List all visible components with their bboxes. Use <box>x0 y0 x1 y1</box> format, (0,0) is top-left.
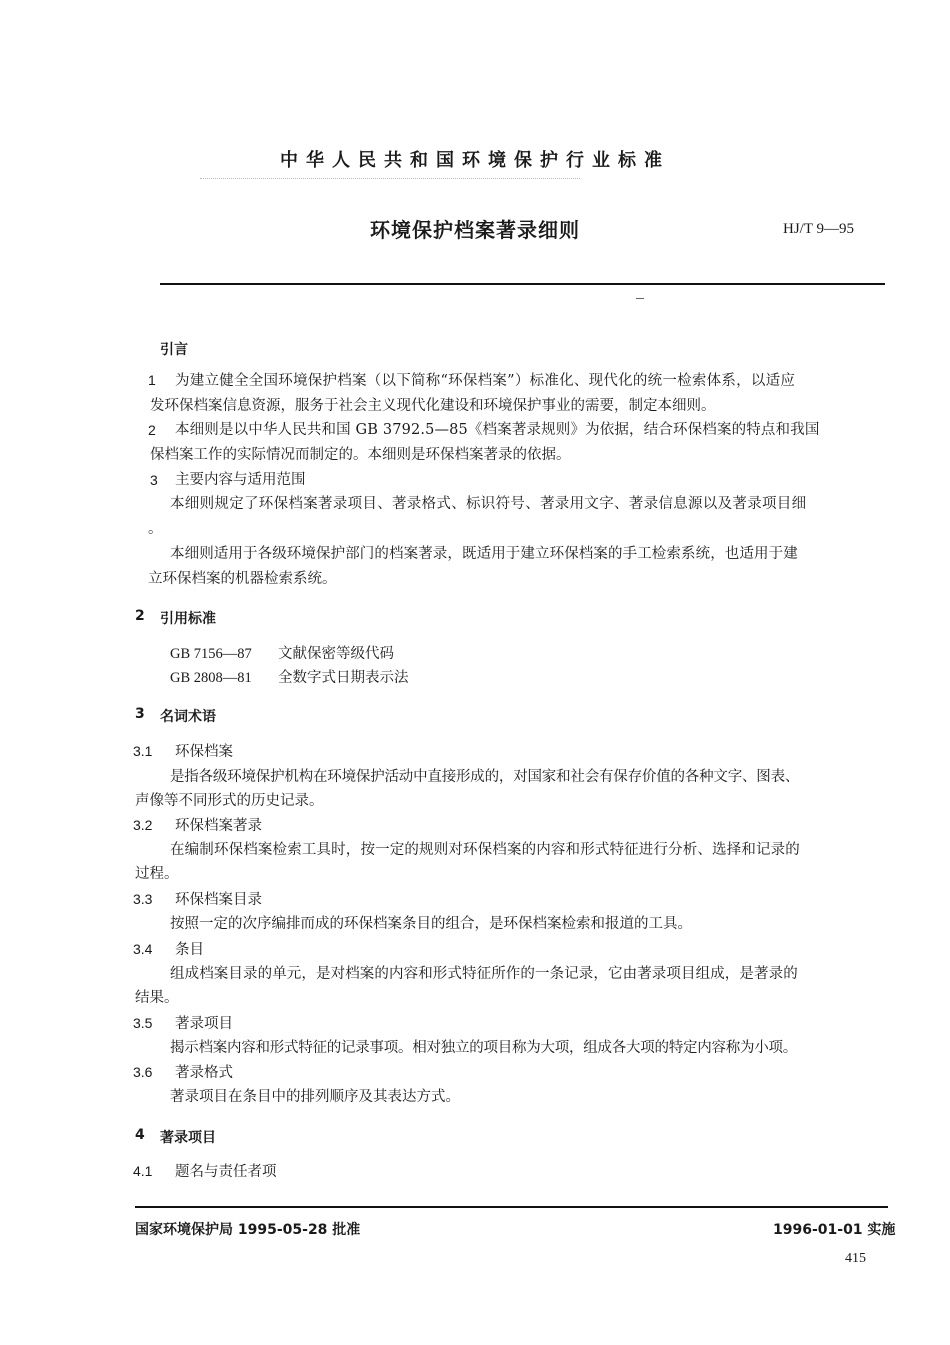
intro-p1-line1: 为建立健全全国环境保护档案（以下简称“环保档案”）标准化、现代化的统一检索体系，以适应 <box>175 373 796 389</box>
intro-heading: 引言 <box>160 342 188 358</box>
sec1-p1-line1: 本细则规定了环保档案著录项目、著录格式、标识符号、著录用文字、著录信息源以及著录项目细 <box>170 496 807 512</box>
effective-date: 1996-01-01 实施 <box>773 1222 896 1238</box>
term-def-line1: 组成档案目录的单元，是对档案的内容和形式特征所作的一条记录，它由著录项目组成，是著录的 <box>170 966 798 982</box>
term-number: 3.6 <box>133 1064 153 1080</box>
term-def-line2: 声像等不同形式的历史记录。 <box>135 793 324 809</box>
intro-p2-line2: 保档案工作的实际情况而制定的。本细则是环保档案著录的依据。 <box>150 447 571 463</box>
term-name: 环保档案 <box>175 744 233 760</box>
intro-p2-line1: 本细则是以中华人民共和国 GB 3792.5—85《档案著录规则》为依据，结合环保档案的特点和我国 <box>175 422 820 438</box>
national-standard-heading: 中华人民共和国环境保护行业标准 <box>280 150 670 171</box>
term-number: 3.4 <box>133 941 153 957</box>
page-number: 415 <box>845 1251 866 1266</box>
term-def-line1: 著录项目在条目中的排列顺序及其表达方式。 <box>170 1089 460 1105</box>
term-number: 3.5 <box>133 1015 153 1031</box>
term-number: 3.1 <box>133 743 153 759</box>
term-name: 著录项目 <box>175 1016 233 1032</box>
intro-p1-line2: 发环保档案信息资源，服务于社会主义现代化建设和环境保护事业的需要，制定本细则。 <box>150 398 716 414</box>
section-heading: 名词术语 <box>160 709 216 725</box>
header-rule <box>160 283 885 285</box>
intro-item-number: 1 <box>148 372 156 388</box>
ref-code: GB 2808—81 <box>170 670 252 686</box>
term-def-line1: 揭示档案内容和形式特征的记录事项。相对独立的项目称为大项，组成各大项的特定内容称为小项。 <box>170 1040 797 1056</box>
sec1-p2-line2: 立环保档案的机器检索系统。 <box>148 571 337 587</box>
term-name: 环保档案目录 <box>175 892 262 908</box>
approval-note: 国家环境保护局 1995-05-28 批准 <box>135 1222 361 1238</box>
ref-title: 文献保密等级代码 <box>278 646 394 662</box>
subsection-number: 4.1 <box>133 1163 153 1179</box>
scan-noise-dots <box>200 178 580 183</box>
term-def-line2: 结果。 <box>135 990 179 1006</box>
ref-title: 全数字式日期表示法 <box>278 670 409 686</box>
term-name: 环保档案著录 <box>175 818 262 834</box>
term-number: 3.3 <box>133 891 153 907</box>
intro-item-number: 2 <box>148 422 156 438</box>
term-name: 条目 <box>175 942 204 958</box>
section-number: 3 <box>150 472 158 488</box>
term-def-line1: 是指各级环境保护机构在环境保护活动中直接形成的，对国家和社会有保存价值的各种文字、图表、 <box>170 769 800 785</box>
term-name: 著录格式 <box>175 1065 233 1081</box>
subsection-heading: 题名与责任者项 <box>175 1164 277 1180</box>
ref-code: GB 7156—87 <box>170 646 252 662</box>
section-number: 2 <box>135 608 145 624</box>
term-number: 3.2 <box>133 817 153 833</box>
footer-rule <box>135 1206 888 1208</box>
section-heading: 主要内容与适用范围 <box>175 472 306 488</box>
section-number: 4 <box>135 1127 145 1143</box>
section-heading: 引用标准 <box>160 611 216 627</box>
document-title: 环境保护档案著录细则 <box>370 218 580 242</box>
term-def-line2: 过程。 <box>135 866 179 882</box>
section-number: 3 <box>135 706 145 722</box>
sec1-p1-line2: 。 <box>148 521 163 537</box>
term-def-line1: 在编制环保档案检索工具时，按一定的规则对环保档案的内容和形式特征进行分析、选择和记录的 <box>170 842 800 858</box>
scan-mark <box>636 298 644 299</box>
term-def-line1: 按照一定的次序编排而成的环保档案条目的组合，是环保档案检索和报道的工具。 <box>170 916 692 932</box>
section-heading: 著录项目 <box>160 1130 216 1146</box>
sec1-p2-line1: 本细则适用于各级环境保护部门的档案著录，既适用于建立环保档案的手工检索系统，也适用于建 <box>170 546 798 562</box>
standard-code: HJ/T 9—95 <box>783 221 854 237</box>
